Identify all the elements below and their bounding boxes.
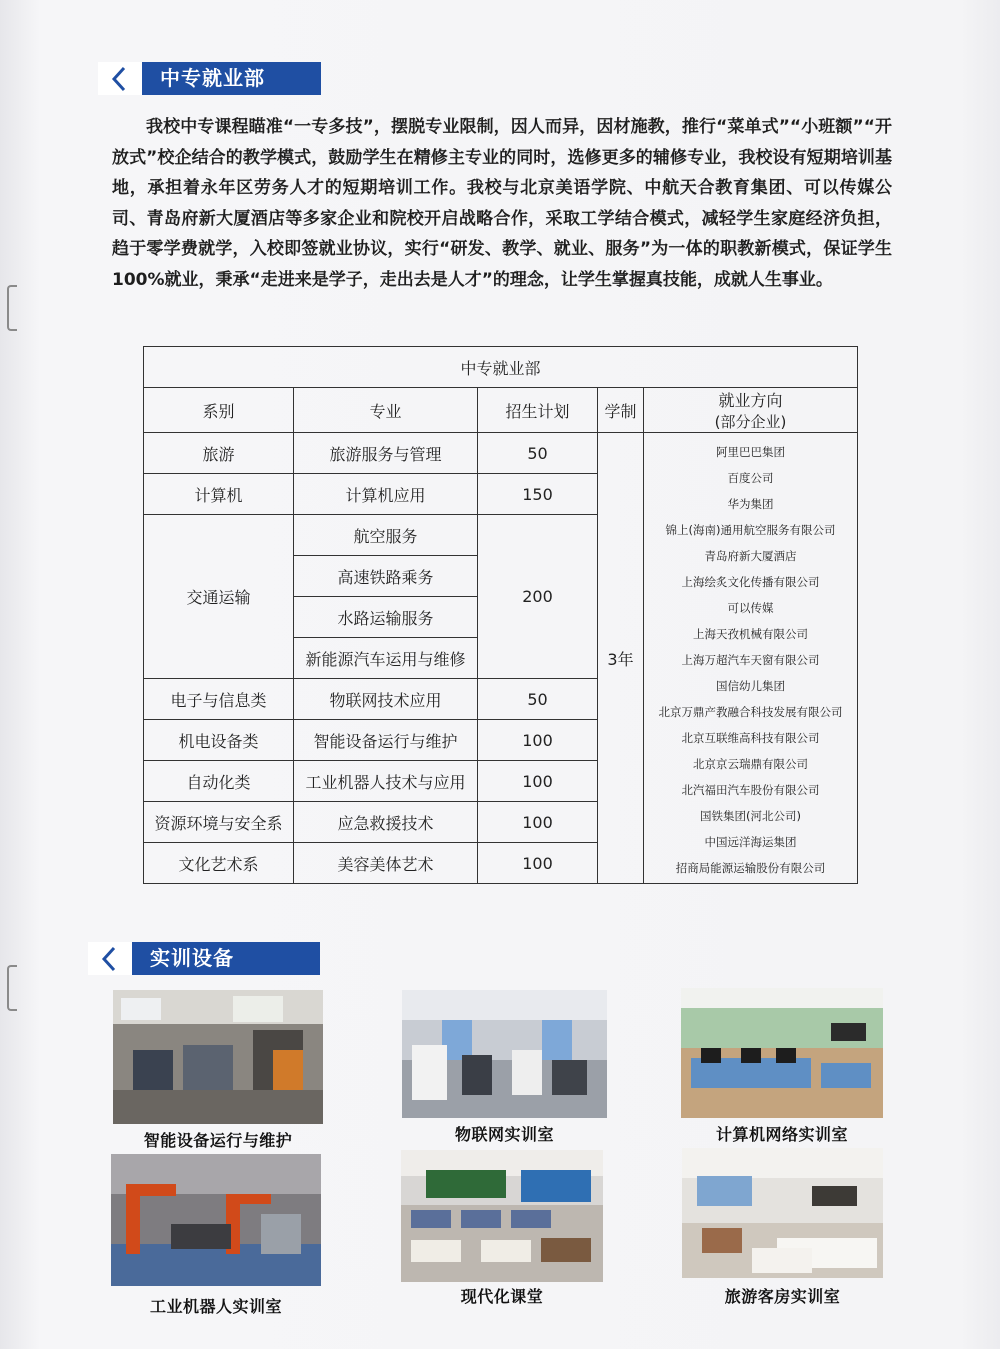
company-item: 北京互联维高科技有限公司 <box>681 731 820 745</box>
company-item: 北京京云瑞鼎有限公司 <box>693 757 808 771</box>
gallery-caption: 智能设备运行与维护 <box>143 1131 293 1150</box>
major-cell: 水路运输服务 <box>294 597 478 638</box>
company-item: 百度公司 <box>727 471 774 485</box>
company-item: 北京万鼎产教融合科技发展有限公司 <box>658 705 843 719</box>
duration-cell: 3年 <box>598 433 644 884</box>
plan-cell: 150 <box>478 474 598 515</box>
plan-cell: 200 <box>478 515 598 679</box>
company-item: 青岛府新大厦酒店 <box>704 549 797 563</box>
section-title: 中专就业部 <box>160 66 265 90</box>
gallery-item <box>401 1150 603 1312</box>
department-cell: 电子与信息类 <box>144 679 294 720</box>
plan-cell: 100 <box>478 761 598 802</box>
major-cell: 新能源汽车运用与维修 <box>294 638 478 679</box>
header-employment-label: 就业方向 <box>718 391 783 410</box>
department-cell: 资源环境与安全系 <box>144 802 294 843</box>
plan-cell: 50 <box>478 433 598 474</box>
plan-cell: 100 <box>478 720 598 761</box>
major-cell: 旅游服务与管理 <box>294 433 478 474</box>
department-cell: 机电设备类 <box>144 720 294 761</box>
gallery-item <box>682 1148 883 1310</box>
company-item: 阿里巴巴集团 <box>716 445 785 459</box>
plan-cell: 100 <box>478 802 598 843</box>
gallery-caption: 工业机器人实训室 <box>149 1297 282 1316</box>
department-cell: 自动化类 <box>144 761 294 802</box>
gallery-caption: 旅游客房实训室 <box>724 1287 841 1306</box>
gallery-item <box>113 990 323 1150</box>
hotel-room-photo <box>682 1148 883 1278</box>
iot-lab-photo <box>402 990 607 1118</box>
company-item: 国信幼儿集团 <box>716 679 785 693</box>
header-employment-sub: (部分企业) <box>714 413 787 431</box>
department-cell: 交通运输 <box>144 515 294 679</box>
major-cell: 美容美体艺术 <box>294 843 478 884</box>
company-item: 中国远洋海运集团 <box>704 835 797 849</box>
plan-cell: 50 <box>478 679 598 720</box>
company-item: 上海绘炙文化传播有限公司 <box>681 575 820 589</box>
gallery-item <box>681 988 883 1148</box>
chevron-left-icon <box>98 62 142 95</box>
robot-lab-photo <box>111 1154 321 1286</box>
section-header-training <box>88 942 320 975</box>
gallery-item <box>402 990 607 1150</box>
header-department: 系别 <box>144 388 294 433</box>
header-major: 专业 <box>294 388 478 433</box>
computer-lab-photo <box>681 988 883 1118</box>
company-item: 国铁集团(河北公司) <box>700 809 801 823</box>
gallery-item <box>111 1154 321 1316</box>
header-employment <box>644 388 858 433</box>
department-cell: 计算机 <box>144 474 294 515</box>
section-title: 实训设备 <box>150 946 234 970</box>
gallery-caption: 物联网实训室 <box>454 1125 554 1144</box>
major-cell: 工业机器人技术与应用 <box>294 761 478 802</box>
table-row <box>144 433 858 474</box>
major-cell: 物联网技术应用 <box>294 679 478 720</box>
department-cell: 文化艺术系 <box>144 843 294 884</box>
company-item: 上海天孜机械有限公司 <box>693 627 808 641</box>
major-cell: 航空服务 <box>294 515 478 556</box>
header-duration: 学制 <box>598 388 644 433</box>
department-cell: 旅游 <box>144 433 294 474</box>
major-cell: 应急救援技术 <box>294 802 478 843</box>
plan-cell: 100 <box>478 843 598 884</box>
intro-paragraph <box>112 112 892 295</box>
company-item: 北汽福田汽车股份有限公司 <box>681 783 820 797</box>
companies-cell <box>644 433 858 884</box>
company-item: 可以传媒 <box>727 601 774 615</box>
company-item: 招商局能源运输股份有限公司 <box>675 861 826 875</box>
intro-text: 我校中专课程瞄准“一专多技”，摆脱专业限制，因人而异，因材施教，推行“菜单式”“小班额”“开放式”校企结合的教学模式，鼓励学生在精修主专业的同时，选修更多的辅修专业，我校设有短期培训基地，承担着永年区劳务人才的短期培训工作。我校与北京美语学院、中航天合教育集团、可以传媒公司、青岛府新大厦酒店等多家企业和院校开启战略合作，采取工学结合模式，减轻学生家庭经济负担，趋于零学费就学，入校即签就业协议，实行“研发、教学、就业、服务”为一体的职教新模式，保证学生100%就业，秉承“走进来是学子，走出去是人才”的理念，让学生掌握真技能，成就人生事业。 <box>112 117 892 290</box>
company-item: 锦上(海南)通用航空服务有限公司 <box>665 523 836 537</box>
major-cell: 高速铁路乘务 <box>294 556 478 597</box>
staple-top <box>7 285 17 331</box>
major-cell: 智能设备运行与维护 <box>294 720 478 761</box>
gallery-caption: 计算机网络实训室 <box>715 1125 848 1144</box>
chevron-left-icon <box>88 942 132 975</box>
majors-table <box>143 346 858 884</box>
header-plan: 招生计划 <box>478 388 598 433</box>
companies-list <box>644 433 857 881</box>
major-cell: 计算机应用 <box>294 474 478 515</box>
staple-bottom <box>7 965 17 1011</box>
training-room-photo <box>113 990 323 1124</box>
table-caption: 中专就业部 <box>144 347 858 388</box>
classroom-photo <box>401 1150 603 1282</box>
section-header-employment <box>98 62 321 95</box>
company-item: 华为集团 <box>727 497 774 511</box>
gallery-caption: 现代化课堂 <box>460 1287 544 1306</box>
company-item: 上海万超汽车天窗有限公司 <box>681 653 820 667</box>
